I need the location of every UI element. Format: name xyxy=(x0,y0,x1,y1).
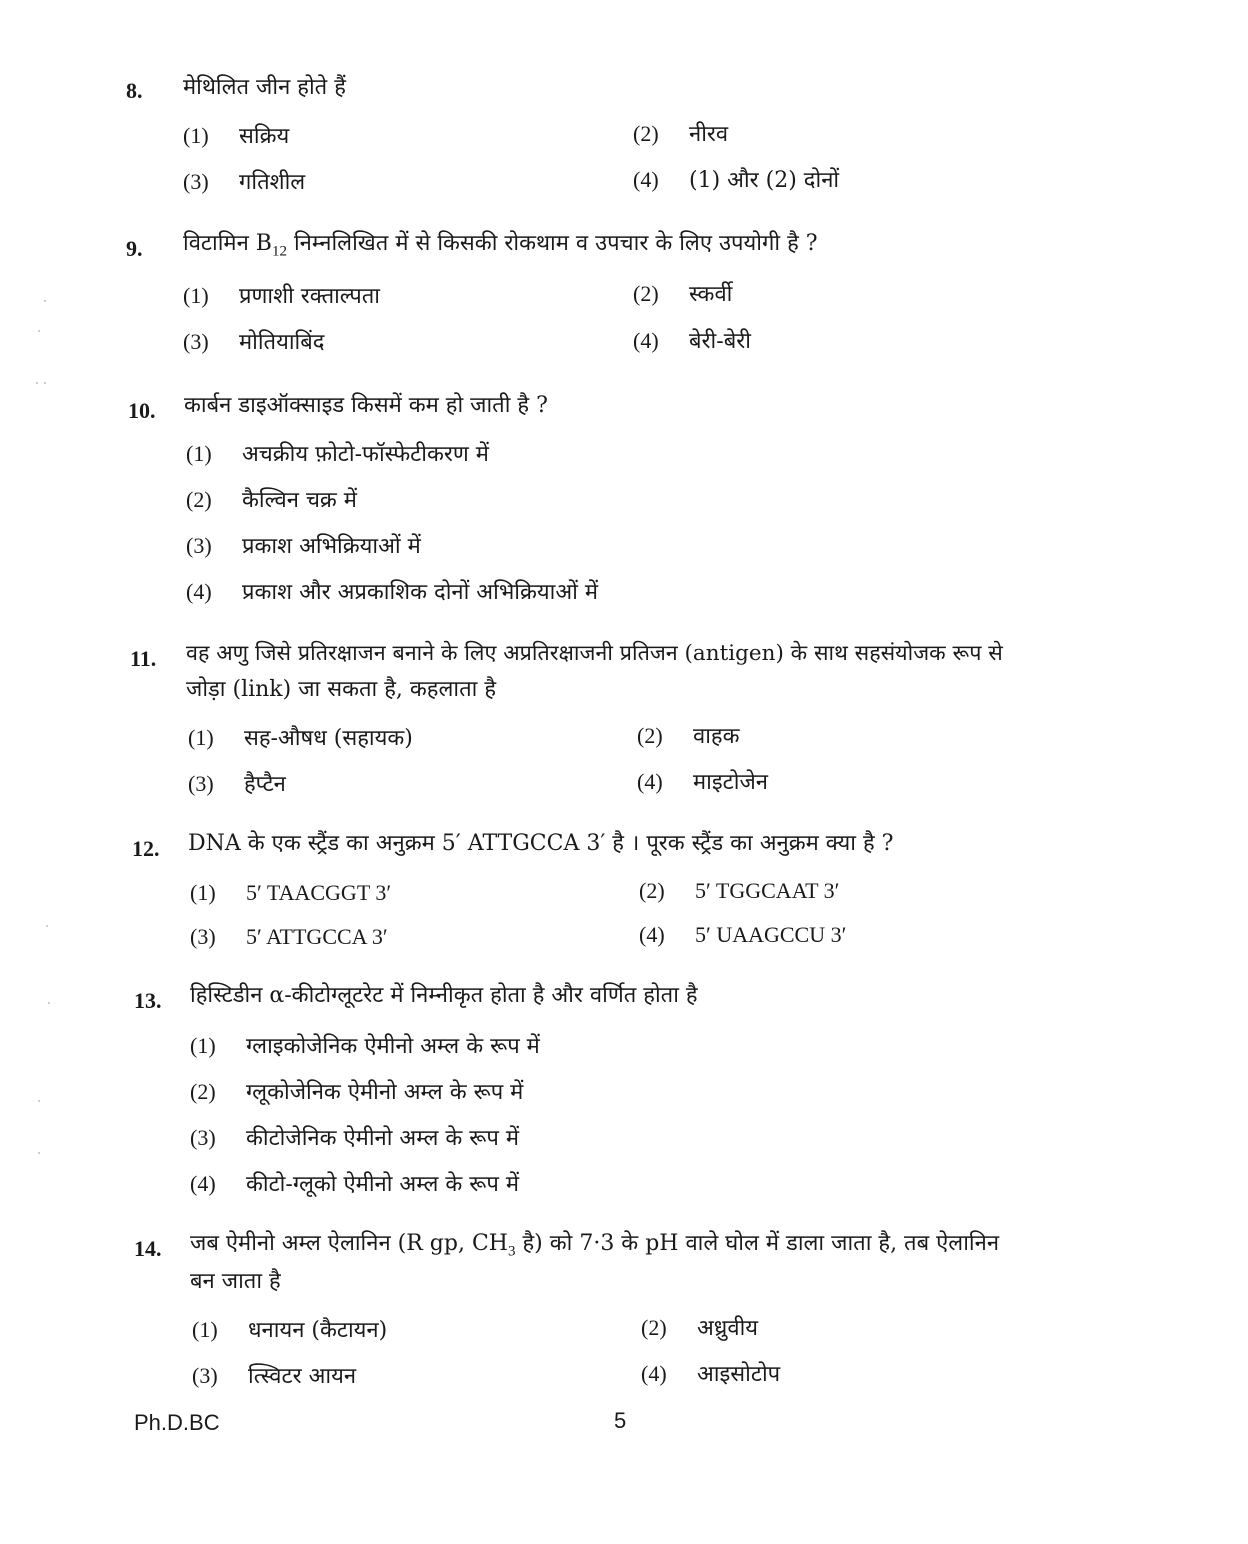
question-text-line-1 xyxy=(190,1226,999,1269)
question-text: मेथिलित जीन होते हैं xyxy=(183,75,346,100)
option-text: वाहक xyxy=(693,724,740,749)
question-text: कार्बन डाइऑक्साइड किसमें कम हो जाती है ? xyxy=(184,393,548,418)
question-text xyxy=(183,226,818,269)
option-text: मोतियाबिंद xyxy=(239,330,325,355)
question-text-part: है) को 7·3 के pH वाले घोल में डाला जाता है, तब ऐलानिन xyxy=(515,1231,1000,1256)
option-1 xyxy=(192,1314,387,1344)
option-number: (2) xyxy=(641,1315,667,1340)
option-number: (1) xyxy=(192,1317,218,1342)
option-text: कैल्विन चक्र में xyxy=(242,488,357,513)
question-text-line-1: वह अणु जिसे प्रतिरक्षाजन बनाने के लिए अप्रतिरक्षाजनी प्रतिजन (antigen) के साथ सहसंयोजक रूप से xyxy=(186,641,1003,666)
option-1 xyxy=(188,722,413,752)
option-number: (4) xyxy=(633,328,659,353)
option-number: (4) xyxy=(639,922,665,947)
option-text: 5′ TAACGGT 3′ xyxy=(246,880,392,905)
option-2 xyxy=(639,878,840,904)
option-text: 5′ UAAGCCU 3′ xyxy=(695,922,847,947)
scan-speck xyxy=(36,382,38,384)
option-text: प्रकाश और अप्रकाशिक दोनों अभिक्रियाओं में xyxy=(242,580,598,605)
question-number: 10. xyxy=(128,398,156,423)
question-number: 12. xyxy=(132,836,160,861)
option-text: अचक्रीय फ़ोटो-फॉस्फेटीकरण में xyxy=(242,442,489,467)
option-4 xyxy=(639,922,846,948)
option-number: (2) xyxy=(633,121,659,146)
scan-speck xyxy=(38,1152,40,1154)
option-3 xyxy=(190,924,388,950)
option-text: प्रणाशी रक्ताल्पता xyxy=(239,284,380,309)
option-text: सह-औषध (सहायक) xyxy=(244,726,413,751)
option-text: हैप्टैन xyxy=(244,772,286,797)
option-1 xyxy=(190,1030,540,1060)
question-text-part: निम्नलिखित में से किसकी रोकथाम व उपचार के लिए उपयोगी है ? xyxy=(286,231,818,256)
option-1 xyxy=(183,280,380,310)
scan-speck xyxy=(38,330,40,332)
option-number: (3) xyxy=(183,329,209,354)
question-text-line-2: जोड़ा (link) जा सकता है, कहलाता है xyxy=(186,677,497,702)
subscript: 12 xyxy=(271,243,287,260)
subscript: 3 xyxy=(507,1243,516,1260)
option-text: ग्लाइकोजेनिक ऐमीनो अम्ल के रूप में xyxy=(246,1034,540,1059)
option-3 xyxy=(190,1122,519,1152)
option-2 xyxy=(633,118,728,148)
option-text: आइसोटोप xyxy=(697,1362,781,1387)
option-2 xyxy=(637,720,740,750)
option-2 xyxy=(641,1312,758,1342)
option-1 xyxy=(183,120,289,150)
option-4 xyxy=(633,164,839,194)
option-3 xyxy=(192,1360,356,1390)
option-number: (3) xyxy=(183,169,209,194)
option-number: (3) xyxy=(186,533,212,558)
question-number: 9. xyxy=(126,236,143,261)
scan-speck xyxy=(44,382,46,384)
question-number: 8. xyxy=(126,78,143,103)
question-text-line-2: बन जाता है xyxy=(190,1269,281,1294)
scan-speck xyxy=(48,1002,50,1004)
option-text: कीटोजेनिक ऐमीनो अम्ल के रूप में xyxy=(246,1126,520,1151)
option-text: स्कर्वी xyxy=(689,282,733,307)
option-3 xyxy=(183,166,305,196)
option-2 xyxy=(190,1076,523,1106)
option-text: माइटोजेन xyxy=(693,770,768,795)
option-number: (2) xyxy=(186,487,212,512)
option-text: अध्रुवीय xyxy=(697,1316,759,1341)
option-3 xyxy=(186,530,421,560)
question-text-part: जब ऐमीनो अम्ल ऐलानिन (R gp, CH xyxy=(190,1231,508,1256)
question-text: DNA के एक स्ट्रैंड का अनुक्रम 5′ ATTGCCA 3′ है । पूरक स्ट्रैंड का अनुक्रम क्या है ? xyxy=(188,831,894,856)
scan-speck xyxy=(44,300,46,302)
option-number: (1) xyxy=(190,1033,216,1058)
option-number: (4) xyxy=(637,769,663,794)
option-4 xyxy=(186,576,598,606)
option-text: 5′ TGGCAAT 3′ xyxy=(695,878,840,903)
option-text: (1) और (2) दोनों xyxy=(689,168,840,193)
option-text: धनायन (कैटायन) xyxy=(248,1318,388,1343)
scan-speck xyxy=(46,925,48,927)
option-number: (4) xyxy=(633,167,659,192)
option-4 xyxy=(641,1358,780,1388)
option-text: प्रकाश अभिक्रियाओं में xyxy=(242,534,421,559)
option-number: (3) xyxy=(192,1363,218,1388)
option-4 xyxy=(190,1168,519,1198)
option-number: (3) xyxy=(190,924,216,949)
option-1 xyxy=(186,438,489,468)
option-number: (2) xyxy=(637,723,663,748)
option-number: (4) xyxy=(186,579,212,604)
option-1 xyxy=(190,880,391,906)
option-text: गतिशील xyxy=(239,170,306,195)
scan-speck xyxy=(38,1100,40,1102)
option-number: (1) xyxy=(186,441,212,466)
option-2 xyxy=(186,484,357,514)
option-number: (1) xyxy=(188,725,214,750)
option-4 xyxy=(633,325,751,355)
option-number: (4) xyxy=(190,1171,216,1196)
option-3 xyxy=(183,326,325,356)
question-number: 11. xyxy=(130,646,157,671)
option-text: ग्लूकोजेनिक ऐमीनो अम्ल के रूप में xyxy=(246,1080,524,1105)
option-number: (2) xyxy=(639,878,665,903)
option-text: नीरव xyxy=(689,122,729,147)
option-number: (3) xyxy=(190,1125,216,1150)
option-text: त्स्विटर आयन xyxy=(248,1364,357,1389)
option-number: (4) xyxy=(641,1361,667,1386)
option-2 xyxy=(633,278,732,308)
question-number: 13. xyxy=(134,988,162,1013)
question-number: 14. xyxy=(134,1236,162,1261)
question-text-part: विटामिन B xyxy=(183,231,272,256)
option-text: कीटो-ग्लूको ऐमीनो अम्ल के रूप में xyxy=(246,1172,520,1197)
question-text: हिस्टिडीन α-कीटोग्लूटरेट में निम्नीकृत होता है और वर्णित होता है xyxy=(190,983,698,1008)
option-text: 5′ ATTGCCA 3′ xyxy=(246,924,388,949)
option-4 xyxy=(637,766,768,796)
option-number: (1) xyxy=(183,123,209,148)
option-number: (2) xyxy=(633,281,659,306)
option-number: (2) xyxy=(190,1079,216,1104)
option-number: (1) xyxy=(183,283,209,308)
option-text: सक्रिय xyxy=(239,124,290,149)
option-text: बेरी-बेरी xyxy=(689,329,751,354)
page-number: 5 xyxy=(614,1408,627,1433)
option-number: (1) xyxy=(190,880,216,905)
option-number: (3) xyxy=(188,771,214,796)
option-3 xyxy=(188,768,286,798)
paper-code: Ph.D.BC xyxy=(134,1410,220,1435)
